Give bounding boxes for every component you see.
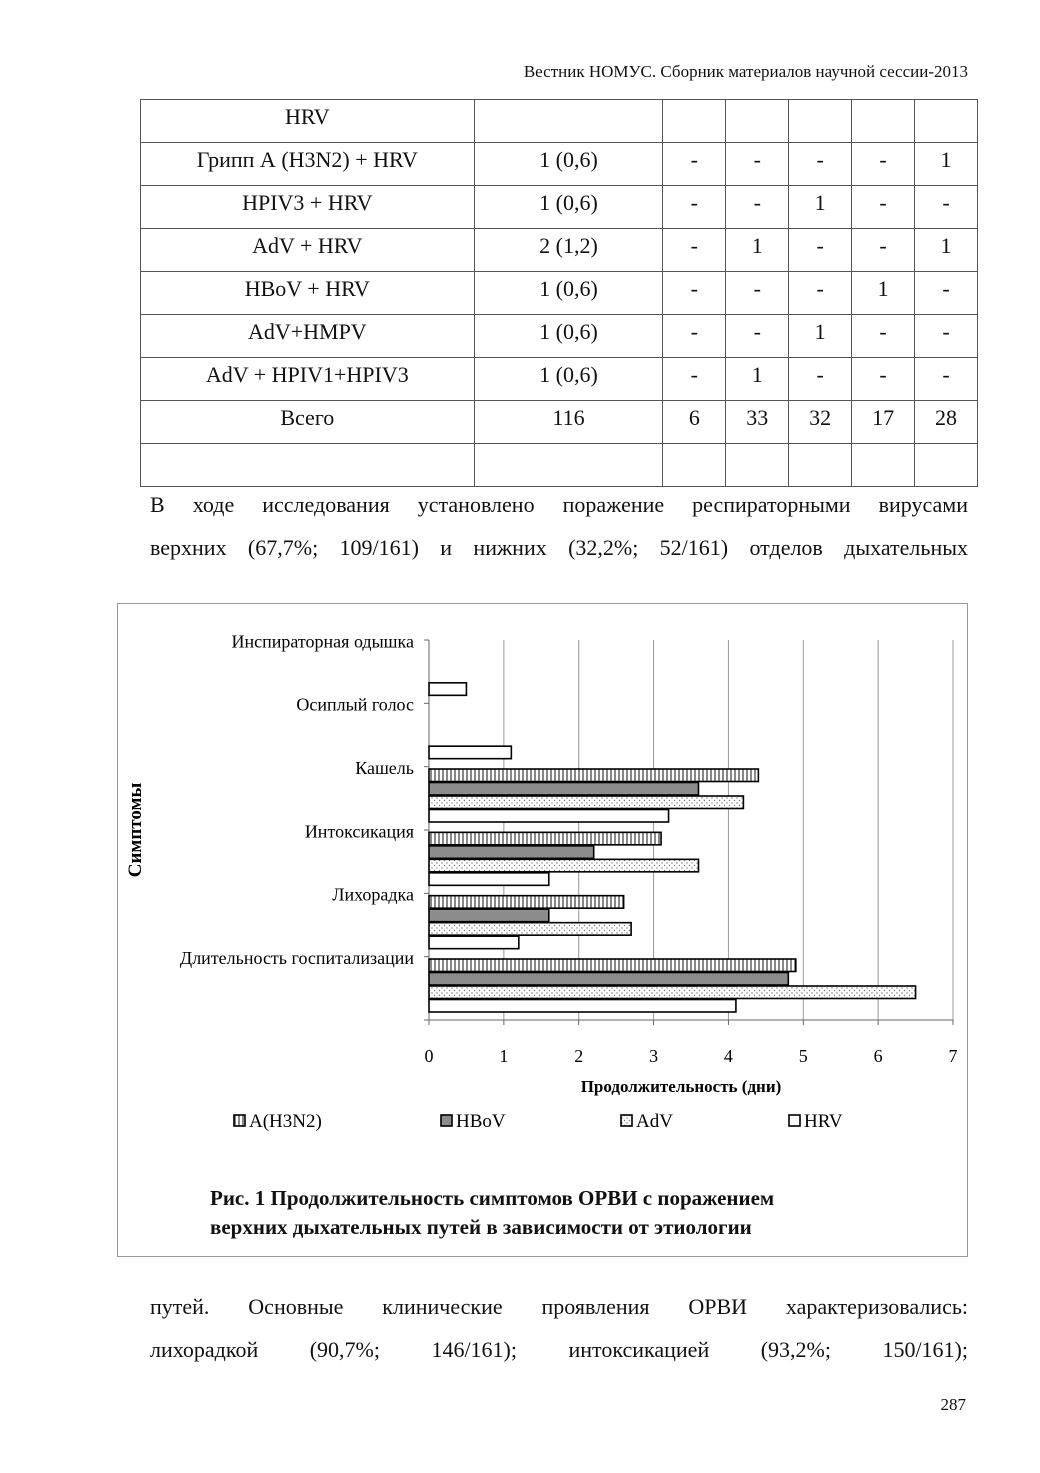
paragraph-2-line-1: путей. Основные клинические проявления ОРВИ характеризовались: bbox=[150, 1294, 968, 1319]
legend-swatch bbox=[621, 1115, 632, 1126]
table-cell bbox=[663, 444, 726, 487]
table-cell: - bbox=[663, 186, 726, 229]
table-cell: - bbox=[726, 315, 789, 358]
table-cell: - bbox=[915, 272, 978, 315]
bar-ah3n2 bbox=[429, 769, 758, 782]
table-cell: 1 (0,6) bbox=[474, 358, 663, 401]
table-cell: 1 bbox=[915, 229, 978, 272]
table-row-label bbox=[141, 444, 475, 487]
bar-hbov bbox=[429, 846, 594, 859]
bar-hbov bbox=[429, 909, 549, 922]
figure-1 bbox=[117, 603, 968, 1257]
table-cell: - bbox=[852, 143, 915, 186]
legend-swatch bbox=[441, 1115, 452, 1126]
x-tick-label: 5 bbox=[798, 1046, 808, 1066]
x-axis-title: Продолжительность (дни) bbox=[580, 1077, 782, 1096]
legend-swatch bbox=[234, 1115, 245, 1126]
table-cell: 28 bbox=[915, 401, 978, 444]
table-cell: - bbox=[726, 186, 789, 229]
figure-caption bbox=[210, 1184, 774, 1242]
table-row bbox=[141, 229, 978, 272]
table-cell: - bbox=[789, 358, 852, 401]
table-cell: 1 (0,6) bbox=[474, 143, 663, 186]
table-cell bbox=[726, 444, 789, 487]
category-label: Осиплый голос bbox=[296, 694, 414, 715]
x-tick-label: 3 bbox=[649, 1046, 659, 1066]
table-cell: 116 bbox=[474, 401, 663, 444]
table-cell bbox=[789, 444, 852, 487]
table-cell: - bbox=[789, 272, 852, 315]
table-cell: - bbox=[663, 143, 726, 186]
table-cell: 6 bbox=[663, 401, 726, 444]
bar-hrv bbox=[429, 1000, 736, 1013]
table-row bbox=[141, 401, 978, 444]
table-cell: - bbox=[663, 272, 726, 315]
table-row-label: AdV + HPIV1+HPIV3 bbox=[141, 358, 475, 401]
bar-hrv bbox=[429, 746, 511, 759]
legend-label: A(H3N2) bbox=[249, 1111, 322, 1132]
bar-adv bbox=[429, 859, 698, 872]
table-row-label: AdV + HRV bbox=[141, 229, 475, 272]
table-cell: - bbox=[915, 358, 978, 401]
table-cell: 32 bbox=[789, 401, 852, 444]
legend-label: AdV bbox=[636, 1111, 673, 1132]
table-cell: 33 bbox=[726, 401, 789, 444]
table-row-label: AdV+HMPV bbox=[141, 315, 475, 358]
x-tick-label: 6 bbox=[873, 1046, 883, 1066]
bar-adv bbox=[429, 923, 631, 936]
table-cell: - bbox=[663, 229, 726, 272]
y-axis-title: Симптомы bbox=[125, 782, 146, 878]
category-label: Длительность госпитализации bbox=[179, 948, 414, 968]
bar-hrv bbox=[429, 873, 549, 886]
table-cell: 1 bbox=[789, 315, 852, 358]
table-row bbox=[141, 100, 978, 143]
table-cell: - bbox=[789, 143, 852, 186]
table-cell: - bbox=[852, 315, 915, 358]
bar-hrv bbox=[429, 810, 669, 823]
paragraph-1-line-2: верхних (67,7%; 109/161) и нижних (32,2%; 52/161) отделов дыхательных bbox=[150, 535, 968, 560]
table-cell: - bbox=[663, 358, 726, 401]
table-row bbox=[141, 315, 978, 358]
table-cell bbox=[474, 444, 663, 487]
x-tick-label: 7 bbox=[948, 1046, 958, 1066]
table-row bbox=[141, 186, 978, 229]
table-cell: - bbox=[852, 358, 915, 401]
x-tick-label: 4 bbox=[723, 1046, 733, 1066]
duration-bar-chart bbox=[118, 604, 967, 1164]
table-row bbox=[141, 272, 978, 315]
table-row-label: HRV bbox=[141, 100, 475, 143]
table-cell bbox=[915, 444, 978, 487]
legend-swatch bbox=[789, 1115, 800, 1126]
table-cell: 1 bbox=[852, 272, 915, 315]
legend-label: HBoV bbox=[456, 1111, 506, 1132]
table-cell: 1 (0,6) bbox=[474, 315, 663, 358]
table-cell: - bbox=[726, 143, 789, 186]
bar-ah3n2 bbox=[429, 959, 796, 972]
category-label: Лихорадка bbox=[332, 884, 414, 905]
bar-ah3n2 bbox=[429, 832, 661, 845]
table-row bbox=[141, 143, 978, 186]
table-cell bbox=[915, 100, 978, 143]
table-cell: - bbox=[852, 186, 915, 229]
table-cell: - bbox=[726, 272, 789, 315]
table-row-label: Грипп А (H3N2) + HRV bbox=[141, 143, 475, 186]
table-cell: 1 bbox=[789, 186, 852, 229]
table-row-label: Всего bbox=[141, 401, 475, 444]
table-cell: - bbox=[915, 315, 978, 358]
results-table bbox=[140, 99, 978, 487]
table-cell bbox=[663, 100, 726, 143]
page-number: 287 bbox=[940, 1395, 966, 1414]
bar-hbov bbox=[429, 783, 698, 796]
table-cell bbox=[852, 444, 915, 487]
bar-ah3n2 bbox=[429, 896, 624, 909]
table-cell: 17 bbox=[852, 401, 915, 444]
table-row bbox=[141, 358, 978, 401]
table-cell bbox=[474, 100, 663, 143]
bar-adv bbox=[429, 796, 743, 809]
table-cell: 1 bbox=[726, 229, 789, 272]
table-cell: 1 (0,6) bbox=[474, 272, 663, 315]
x-tick-label: 0 bbox=[424, 1046, 434, 1066]
running-header: Вестник НОМУС. Сборник материалов научной сессии-2013 bbox=[523, 62, 968, 81]
table-cell bbox=[789, 100, 852, 143]
caption-line-2: верхних дыхательных путей в зависимости от этиологии bbox=[210, 1215, 752, 1239]
paragraph-1-line-1: В ходе исследования установлено поражение респираторными вирусами bbox=[150, 492, 968, 517]
caption-line-1: Рис. 1 Продолжительность симптомов ОРВИ с поражением bbox=[210, 1186, 775, 1210]
table-cell bbox=[852, 100, 915, 143]
bar-hbov bbox=[429, 973, 788, 986]
paragraph-2-line-2: лихорадкой (90,7%; 146/161); интоксикацией (93,2%; 150/161); bbox=[150, 1337, 968, 1362]
table-cell: - bbox=[852, 229, 915, 272]
bar-hrv bbox=[429, 936, 519, 949]
bar-hrv bbox=[429, 683, 466, 696]
table-cell bbox=[726, 100, 789, 143]
paragraph-2 bbox=[150, 1285, 968, 1371]
table-row-label: HPIV3 + HRV bbox=[141, 186, 475, 229]
bar-adv bbox=[429, 986, 916, 999]
category-label: Кашель bbox=[355, 758, 414, 778]
paragraph-1 bbox=[150, 483, 968, 569]
x-tick-label: 2 bbox=[574, 1046, 584, 1066]
x-tick-label: 1 bbox=[499, 1046, 509, 1066]
table-cell: 1 (0,6) bbox=[474, 186, 663, 229]
category-label: Инспираторная одышка bbox=[231, 631, 414, 652]
table-cell: - bbox=[915, 186, 978, 229]
table-row bbox=[141, 444, 978, 487]
table-cell: - bbox=[663, 315, 726, 358]
table-cell: - bbox=[789, 229, 852, 272]
table-cell: 1 bbox=[726, 358, 789, 401]
table-row-label: HBoV + HRV bbox=[141, 272, 475, 315]
table-cell: 1 bbox=[915, 143, 978, 186]
legend-label: HRV bbox=[804, 1111, 843, 1132]
table-cell: 2 (1,2) bbox=[474, 229, 663, 272]
category-label: Интоксикация bbox=[304, 821, 414, 842]
